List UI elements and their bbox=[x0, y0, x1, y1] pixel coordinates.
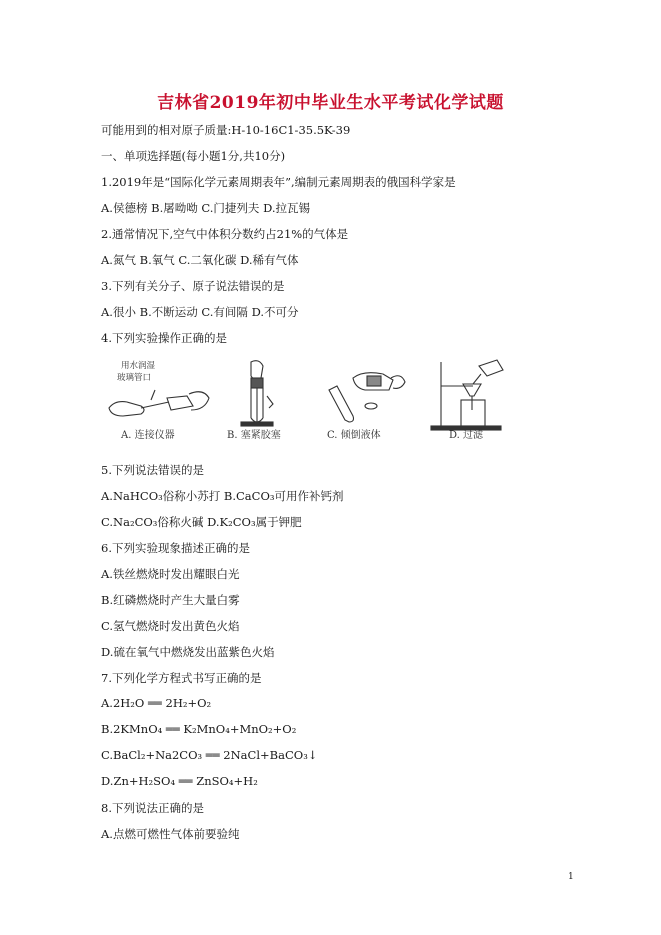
figure-b-illustration bbox=[241, 361, 273, 426]
question-3-stem: 3.下列有关分子、原子说法错误的是 bbox=[101, 279, 285, 293]
lab-operations-figure bbox=[101, 356, 511, 448]
figure-a-note-line2: 玻璃管口 bbox=[117, 373, 152, 383]
question-6-option-b: B.红磷燃烧时产生大量白雾 bbox=[101, 593, 240, 607]
question-7-option-b: B.2KMnO₄ ══ K₂MnO₄+MnO₂+O₂ bbox=[101, 722, 297, 736]
question-7-option-d: D.Zn+H₂SO₄ ══ ZnSO₄+H₂ bbox=[101, 774, 258, 788]
page-number: 1 bbox=[568, 872, 574, 882]
question-8-stem: 8.下列说法正确的是 bbox=[101, 801, 204, 815]
figure-d-illustration bbox=[431, 360, 503, 430]
question-6-option-d: D.硫在氧气中燃烧发出蓝紫色火焰 bbox=[101, 645, 275, 659]
question-5-options-line2: C.Na₂CO₃俗称火碱 D.K₂CO₃属于钾肥 bbox=[101, 515, 302, 529]
figure-caption-b: B. 塞紧胶塞 bbox=[227, 430, 281, 441]
question-1-stem: 1.2019年是“国际化学元素周期表年”,编制元素周期表的俄国科学家是 bbox=[101, 175, 456, 189]
question-7-stem: 7.下列化学方程式书写正确的是 bbox=[101, 671, 262, 685]
figure-caption-c: C. 倾倒液体 bbox=[327, 430, 381, 441]
question-6-stem: 6.下列实验现象描述正确的是 bbox=[101, 541, 250, 555]
question-2-options: A.氮气 B.氧气 C.二氧化碳 D.稀有气体 bbox=[101, 253, 299, 267]
figure-caption-d: D. 过滤 bbox=[449, 430, 484, 441]
figure-a-note-line1: 用水润湿 bbox=[121, 361, 156, 371]
question-8-option-a: A.点燃可燃性气体前要验纯 bbox=[101, 827, 240, 841]
question-6-option-a: A.铁丝燃烧时发出耀眼白光 bbox=[101, 567, 240, 581]
question-4-stem: 4.下列实验操作正确的是 bbox=[101, 331, 227, 345]
question-3-options: A.很小 B.不断运动 C.有间隔 D.不可分 bbox=[101, 305, 299, 319]
question-5-options-line1: A.NaHCO₃俗称小苏打 B.CaCO₃可用作补钙剂 bbox=[101, 489, 344, 503]
question-1-options: A.侯德榜 B.屠呦呦 C.门捷列夫 D.拉瓦锡 bbox=[101, 201, 311, 215]
section-heading: 一、单项选择题(每小题1分,共10分) bbox=[101, 149, 286, 163]
figure-a-illustration bbox=[109, 390, 209, 416]
figure-c-illustration bbox=[329, 373, 405, 422]
question-7-option-c: C.BaCl₂+Na2CO₃ ══ 2NaCl+BaCO₃↓ bbox=[101, 748, 318, 762]
figure-caption-a: A. 连接仪器 bbox=[121, 430, 175, 441]
question-6-option-c: C.氢气燃烧时发出黄色火焰 bbox=[101, 619, 240, 633]
page-title: 吉林省2019年初中毕业生水平考试化学试题 bbox=[157, 93, 504, 113]
question-2-stem: 2.通常情况下,空气中体积分数约占21%的气体是 bbox=[101, 227, 349, 241]
question-5-stem: 5.下列说法错误的是 bbox=[101, 463, 204, 477]
atomic-mass-note: 可能用到的相对原子质量:H-10-16C1-35.5K-39 bbox=[101, 123, 351, 137]
question-7-option-a: A.2H₂O ══ 2H₂+O₂ bbox=[101, 696, 212, 710]
